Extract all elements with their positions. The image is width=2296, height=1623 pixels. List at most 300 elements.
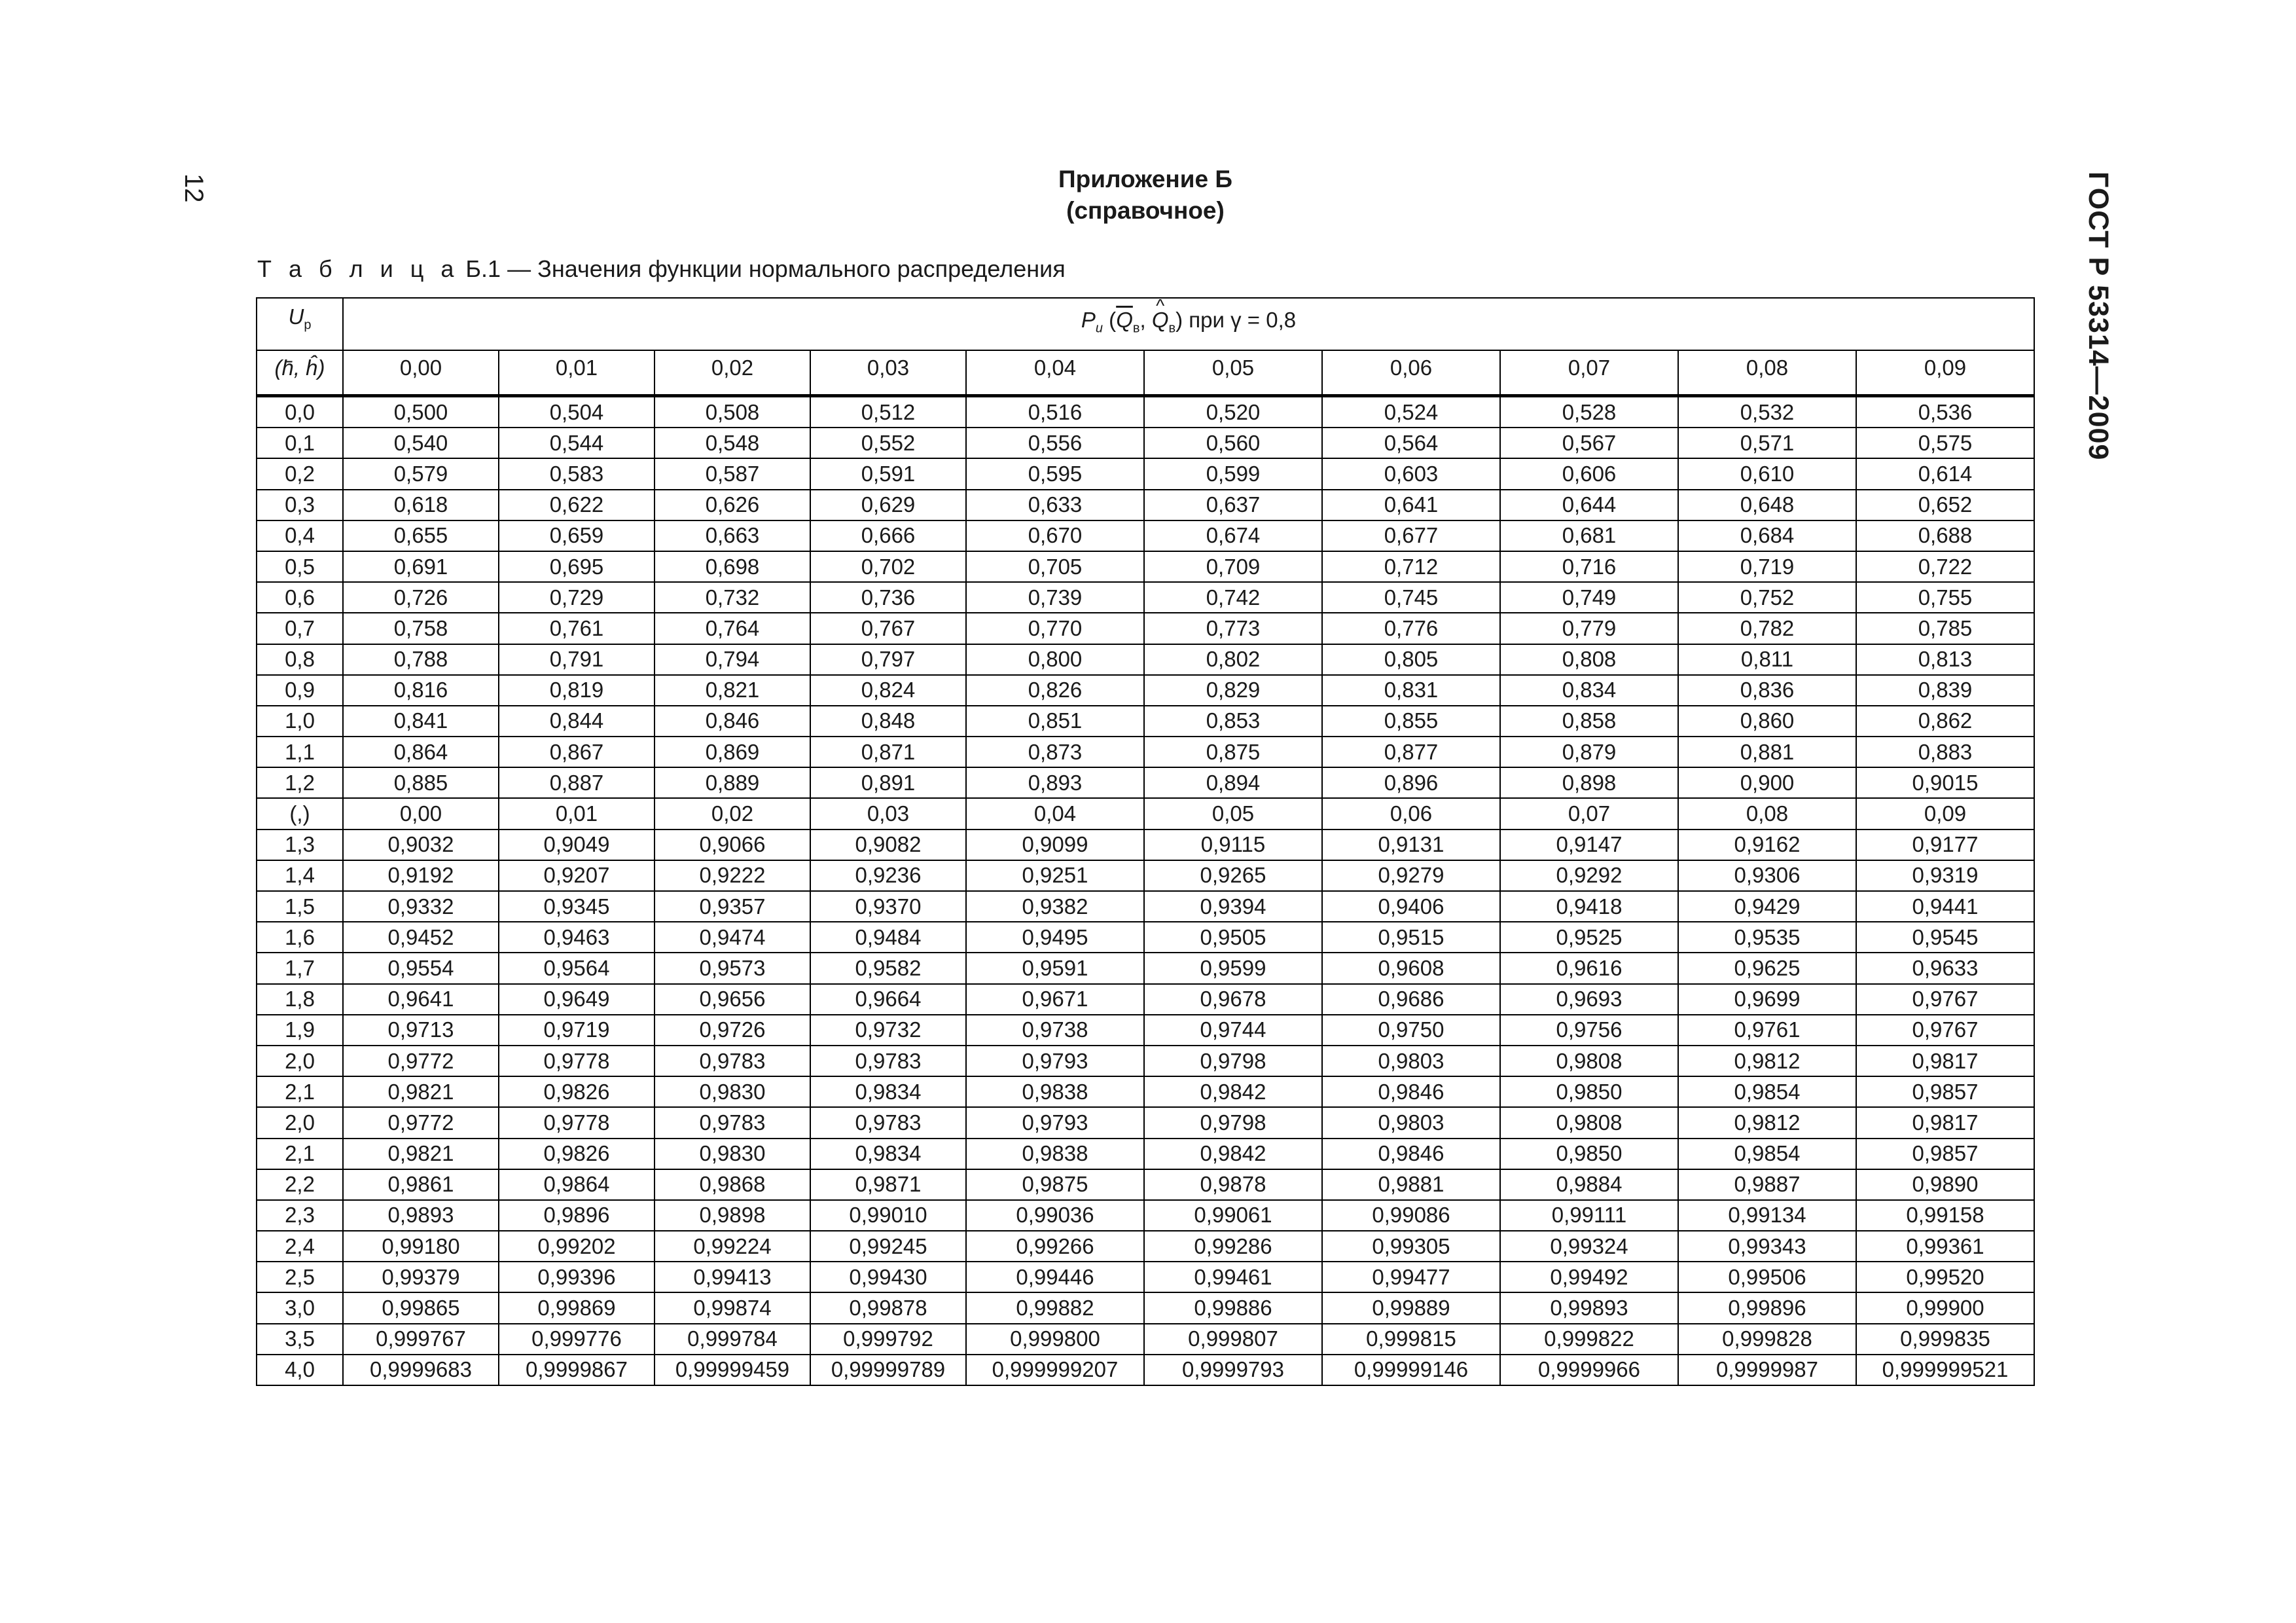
table-row [257,1231,2034,1262]
table-cell: 0,9884 [1500,1169,1678,1200]
table-cell: 0,508 [655,396,810,428]
table-cell: 0,02 [655,798,810,829]
table-cell: 0,99999459 [655,1355,810,1385]
table-cell: 0,09 [1856,798,2034,829]
table-cell: 0,9394 [1144,891,1322,922]
table-cell: 0,9099 [966,830,1144,860]
table-cell: 0,99305 [1322,1231,1500,1262]
row-label-cell: 0,5 [257,551,343,582]
table-cell: 0,9345 [499,891,655,922]
table-cell: 0,99520 [1856,1262,2034,1292]
table-cell: 0,688 [1856,520,2034,551]
table-cell: 0,752 [1678,582,1856,613]
table-cell: 0,9798 [1144,1107,1322,1138]
table-cell: 0,9846 [1322,1139,1500,1169]
table-cell: 0,9999966 [1500,1355,1678,1385]
table-cell: 0,99180 [343,1231,499,1262]
table-cell: 0,9525 [1500,922,1678,953]
row-label-cell: 1,5 [257,891,343,922]
table-cell: 0,9251 [966,860,1144,891]
table-cell: 0,9429 [1678,891,1856,922]
table-cell: 0,9890 [1856,1169,2034,1200]
table-cell: 0,864 [343,737,499,767]
table-cell: 0,599 [1144,458,1322,489]
table-cell: 0,9999867 [499,1355,655,1385]
table-cell: 0,9732 [810,1015,966,1046]
table-cell: 0,881 [1678,737,1856,767]
table-cell: 0,9463 [499,922,655,953]
table-cell: 0,548 [655,428,810,458]
table-cell: 0,9664 [810,984,966,1015]
appendix-title: Приложение Б [1058,166,1232,192]
table-cell: 0,873 [966,737,1144,767]
table-cell: 0,877 [1322,737,1500,767]
table-cell: 0,9222 [655,860,810,891]
table-cell: 0,9803 [1322,1107,1500,1138]
table-cell: 0,716 [1500,551,1678,582]
table-cell: 0,644 [1500,490,1678,520]
table-cell: 0,587 [655,458,810,489]
table-cell: 0,99900 [1856,1292,2034,1323]
table-cell: 0,871 [810,737,966,767]
table-cell: 0,9582 [810,953,966,983]
table-cell: 0,813 [1856,644,2034,675]
table-row [257,891,2034,922]
row-label-cell: 2,5 [257,1262,343,1292]
function-header: $P_u$ ($\overline{Q}_в$, ^ $Q_в$) при γ = 0,8 [343,298,2034,350]
table-cell: 0,889 [655,767,810,798]
table-cell: 0,791 [499,644,655,675]
table-cell: 0,610 [1678,458,1856,489]
table-cell: 0,9778 [499,1046,655,1076]
table-cell: 0,9842 [1144,1076,1322,1107]
table-cell: 0,9192 [343,860,499,891]
table-cell: 0,9738 [966,1015,1144,1046]
row-label-cell: 3,5 [257,1324,343,1355]
row-label-cell: 2,0 [257,1046,343,1076]
table-cell: 0,9147 [1500,830,1678,860]
table-cell: 0,9686 [1322,984,1500,1015]
table-cell: 0,805 [1322,644,1500,675]
table-cell: 0,776 [1322,613,1500,644]
table-cell: 0,99461 [1144,1262,1322,1292]
normal-distribution-table [256,297,2035,1386]
table-cell: 0,9591 [966,953,1144,983]
table-cell: 0,652 [1856,490,2034,520]
table-cell: 0,829 [1144,675,1322,706]
table-cell: 0,9207 [499,860,655,891]
table-cell: 0,726 [343,582,499,613]
table-cell: 0,9726 [655,1015,810,1046]
table-cell: 0,770 [966,613,1144,644]
table-cell: 0,99086 [1322,1200,1500,1231]
table-cell: 0,571 [1678,428,1856,458]
table-cell: 0,9857 [1856,1076,2034,1107]
table-cell: 0,9808 [1500,1046,1678,1076]
table-cell: 0,9817 [1856,1046,2034,1076]
table-cell: 0,698 [655,551,810,582]
table-cell: 0,99882 [966,1292,1144,1323]
row-label-cell: 2,0 [257,1107,343,1138]
caption-text: — Значения функции нормального распределения [507,255,1066,282]
table-cell: 0,875 [1144,737,1322,767]
table-cell: 0,9850 [1500,1139,1678,1169]
corner-header-h: (h̄, ĥ) [257,350,343,396]
table-cell: 0,9793 [966,1107,1144,1138]
table-row [257,860,2034,891]
table-cell: 0,9032 [343,830,499,860]
table-cell: 0,9505 [1144,922,1322,953]
table-cell: 0,9625 [1678,953,1856,983]
table-cell: 0,9515 [1322,922,1500,953]
table-cell: 0,9131 [1322,830,1500,860]
table-cell: 0,811 [1678,644,1856,675]
row-label-cell: 0,2 [257,458,343,489]
table-cell: 0,732 [655,582,810,613]
table-cell: 0,564 [1322,428,1500,458]
column-header: 0,08 [1678,350,1856,396]
table-cell: 0,999999521 [1856,1355,2034,1385]
row-label-cell: 0,9 [257,675,343,706]
table-cell: 0,677 [1322,520,1500,551]
table-row [257,613,2034,644]
table-cell: 0,891 [810,767,966,798]
q-bar-subscript: в [1132,321,1140,336]
row-label-cell: 2,1 [257,1139,343,1169]
table-cell: 0,532 [1678,396,1856,428]
table-row [257,1292,2034,1323]
row-label-cell: 1,9 [257,1015,343,1046]
row-label-cell: 2,4 [257,1231,343,1262]
q-bar-symbol: $\overline{Q}$ [1116,307,1133,332]
row-label-cell: 1,3 [257,830,343,860]
row-label-cell: 0,4 [257,520,343,551]
table-cell: 0,9719 [499,1015,655,1046]
table-cell: 0,749 [1500,582,1678,613]
table-cell: 0,670 [966,520,1144,551]
table-cell: 0,999767 [343,1324,499,1355]
table-cell: 0,606 [1500,458,1678,489]
table-cell: 0,779 [1500,613,1678,644]
table-cell: 0,9370 [810,891,966,922]
table-cell: 0,885 [343,767,499,798]
table-row [257,1324,2034,1355]
table-cell: 0,867 [499,737,655,767]
table-cell: 0,862 [1856,706,2034,737]
table-cell: 0,999835 [1856,1324,2034,1355]
table-cell: 0,512 [810,396,966,428]
table-cell: 0,9999683 [343,1355,499,1385]
table-cell: 0,9772 [343,1046,499,1076]
table-cell: 0,99869 [499,1292,655,1323]
table-cell: 0,9406 [1322,891,1500,922]
table-cell: 0,9817 [1856,1107,2034,1138]
table-cell: 0,536 [1856,396,2034,428]
row-label-cell: 1,1 [257,737,343,767]
table-cell: 0,9875 [966,1169,1144,1200]
table-cell: 0,583 [499,458,655,489]
table-row [257,767,2034,798]
table-cell: 0,666 [810,520,966,551]
table-cell: 0,691 [343,551,499,582]
table-row [257,551,2034,582]
table-cell: 0,764 [655,613,810,644]
table-cell: 0,9382 [966,891,1144,922]
row-label-cell: 1,4 [257,860,343,891]
table-cell: 0,9162 [1678,830,1856,860]
row-label-cell: 0,8 [257,644,343,675]
table-cell: 0,9564 [499,953,655,983]
table-cell: 0,681 [1500,520,1678,551]
table-row [257,922,2034,953]
table-cell: 0,99343 [1678,1231,1856,1262]
table-cell: 0,9834 [810,1076,966,1107]
table-cell: 0,9015 [1856,767,2034,798]
table-cell: 0,999815 [1322,1324,1500,1355]
table-cell: 0,709 [1144,551,1322,582]
row-label-cell: 1,7 [257,953,343,983]
table-cell: 0,9854 [1678,1139,1856,1169]
column-header: 0,00 [343,350,499,396]
document-code: ГОСТ Р 53314—2009 [2083,172,2114,461]
table-cell: 0,824 [810,675,966,706]
table-cell: 0,834 [1500,675,1678,706]
table-cell: 0,9699 [1678,984,1856,1015]
table-cell: 0,879 [1500,737,1678,767]
table-cell: 0,99874 [655,1292,810,1323]
table-cell: 0,9693 [1500,984,1678,1015]
table-cell: 0,9893 [343,1200,499,1231]
table-cell: 0,99886 [1144,1292,1322,1323]
table-cell: 0,500 [343,396,499,428]
table-cell: 0,9599 [1144,953,1322,983]
table-cell: 0,887 [499,767,655,798]
table-row [257,830,2034,860]
table-cell: 0,99893 [1500,1292,1678,1323]
table-cell: 0,853 [1144,706,1322,737]
table-cell: 0,742 [1144,582,1322,613]
table-cell: 0,9812 [1678,1046,1856,1076]
table-cell: 0,99889 [1322,1292,1500,1323]
table-cell: 0,900 [1678,767,1856,798]
table-row [257,458,2034,489]
table-cell: 0,705 [966,551,1144,582]
table-cell: 0,9838 [966,1139,1144,1169]
table-cell: 0,99286 [1144,1231,1322,1262]
table-cell: 0,9495 [966,922,1144,953]
table-cell: 0,9177 [1856,830,2034,860]
table-cell: 0,883 [1856,737,2034,767]
table-cell: 0,898 [1500,767,1678,798]
table-cell: 0,663 [655,520,810,551]
table-row [257,428,2034,458]
row-label-cell: 1,8 [257,984,343,1015]
table-cell: 0,9864 [499,1169,655,1200]
row-label-cell: 3,0 [257,1292,343,1323]
table-cell: 0,99865 [343,1292,499,1323]
table-cell: 0,999999207 [966,1355,1144,1385]
table-cell: 0,567 [1500,428,1678,458]
table-cell: 0,9838 [966,1076,1144,1107]
table-cell: 0,629 [810,490,966,520]
up-symbol: U [288,304,304,329]
table-cell: 0,9554 [343,953,499,983]
table-cell: 0,99134 [1678,1200,1856,1231]
table-cell: 0,999828 [1678,1324,1856,1355]
table-cell: 0,655 [343,520,499,551]
table-cell: 0,848 [810,706,966,737]
table-cell: 0,9573 [655,953,810,983]
row-label-cell: 0,7 [257,613,343,644]
table-cell: 0,684 [1678,520,1856,551]
table-cell: 0,9082 [810,830,966,860]
table-cell: 0,552 [810,428,966,458]
table-row [257,798,2034,829]
table-cell: 0,9898 [655,1200,810,1231]
table-cell: 0,797 [810,644,966,675]
table-cell: 0,9812 [1678,1107,1856,1138]
appendix-heading [785,164,1505,227]
table-cell: 0,702 [810,551,966,582]
p-subscript: u [1095,321,1103,336]
table-row [257,582,2034,613]
table-cell: 0,999784 [655,1324,810,1355]
table-cell: 0,9633 [1856,953,2034,983]
table-cell: 0,648 [1678,490,1856,520]
table-cell: 0,9854 [1678,1076,1856,1107]
table-cell: 0,9306 [1678,860,1856,891]
table-row [257,1046,2034,1076]
table-cell: 0,9678 [1144,984,1322,1015]
column-header: 0,01 [499,350,655,396]
table-cell: 0,05 [1144,798,1322,829]
table-cell: 0,719 [1678,551,1856,582]
table-cell: 0,785 [1856,613,2034,644]
table-cell: 0,767 [810,613,966,644]
table-cell: 0,9871 [810,1169,966,1200]
table-row [257,1076,2034,1107]
table-cell: 0,544 [499,428,655,458]
table-cell: 0,855 [1322,706,1500,737]
table-cell: 0,846 [655,706,810,737]
table-cell: 0,99361 [1856,1231,2034,1262]
table-cell: 0,9474 [655,922,810,953]
table-cell: 0,9878 [1144,1169,1322,1200]
table-cell: 0,99111 [1500,1200,1678,1231]
table-row [257,520,2034,551]
column-header: 0,02 [655,350,810,396]
table-row [257,953,2034,983]
table-cell: 0,9332 [343,891,499,922]
table-cell: 0,851 [966,706,1144,737]
table-cell: 0,9896 [499,1200,655,1231]
table-cell: 0,99896 [1678,1292,1856,1323]
table-row [257,1107,2034,1138]
table-cell: 0,9656 [655,984,810,1015]
table-cell: 0,9608 [1322,953,1500,983]
table-cell: 0,9115 [1144,830,1322,860]
table-cell: 0,712 [1322,551,1500,582]
table-caption [257,255,1066,283]
column-header: 0,06 [1322,350,1500,396]
table-cell: 0,99010 [810,1200,966,1231]
table-cell: 0,659 [499,520,655,551]
table-row [257,396,2034,428]
row-label-cell: (,) [257,798,343,829]
up-subscript: р [304,318,312,333]
table-cell: 0,9783 [810,1046,966,1076]
table-cell: 0,528 [1500,396,1678,428]
table-cell: 0,816 [343,675,499,706]
table-cell: 0,9750 [1322,1015,1500,1046]
table-cell: 0,99036 [966,1200,1144,1231]
q-hat-symbol: ^ Q [1152,307,1169,333]
table-cell: 0,674 [1144,520,1322,551]
table-cell: 0,808 [1500,644,1678,675]
table-cell: 0,9319 [1856,860,2034,891]
table-cell: 0,99999789 [810,1355,966,1385]
table-cell: 0,9545 [1856,922,2034,953]
table-cell: 0,9821 [343,1139,499,1169]
table-row [257,644,2034,675]
table-cell: 0,773 [1144,613,1322,644]
table-cell: 0,99396 [499,1262,655,1292]
table-cell: 0,575 [1856,428,2034,458]
table-cell: 0,893 [966,767,1144,798]
table-row [257,1139,2034,1169]
table-cell: 0,99506 [1678,1262,1856,1292]
column-header: 0,09 [1856,350,2034,396]
table-cell: 0,9830 [655,1139,810,1169]
table-cell: 0,591 [810,458,966,489]
table-cell: 0,999792 [810,1324,966,1355]
table-cell: 0,896 [1322,767,1500,798]
table-cell: 0,9049 [499,830,655,860]
table-cell: 0,860 [1678,706,1856,737]
table-cell: 0,836 [1678,675,1856,706]
row-label-cell: 1,2 [257,767,343,798]
table-cell: 0,9772 [343,1107,499,1138]
table-cell: 0,99430 [810,1262,966,1292]
page-number: 12 [179,173,208,203]
table-cell: 0,9783 [655,1107,810,1138]
row-label-cell: 0,6 [257,582,343,613]
table-cell: 0,9826 [499,1139,655,1169]
table-cell: 0,9834 [810,1139,966,1169]
table-cell: 0,9744 [1144,1015,1322,1046]
row-label-cell: 0,1 [257,428,343,458]
table-cell: 0,782 [1678,613,1856,644]
table-cell: 0,07 [1500,798,1678,829]
table-row [257,737,2034,767]
table-cell: 0,99878 [810,1292,966,1323]
table-cell: 0,9066 [655,830,810,860]
table-cell: 0,800 [966,644,1144,675]
table-cell: 0,999776 [499,1324,655,1355]
table-cell: 0,9846 [1322,1076,1500,1107]
table-cell: 0,894 [1144,767,1322,798]
table-cell: 0,637 [1144,490,1322,520]
corner-header-up [257,298,343,350]
table-cell: 0,595 [966,458,1144,489]
table-cell: 0,520 [1144,396,1322,428]
row-label-cell: 2,3 [257,1200,343,1231]
table-cell: 0,788 [343,644,499,675]
row-label-cell: 1,0 [257,706,343,737]
table-cell: 0,99999146 [1322,1355,1500,1385]
table-cell: 0,9756 [1500,1015,1678,1046]
table-cell: 0,08 [1678,798,1856,829]
